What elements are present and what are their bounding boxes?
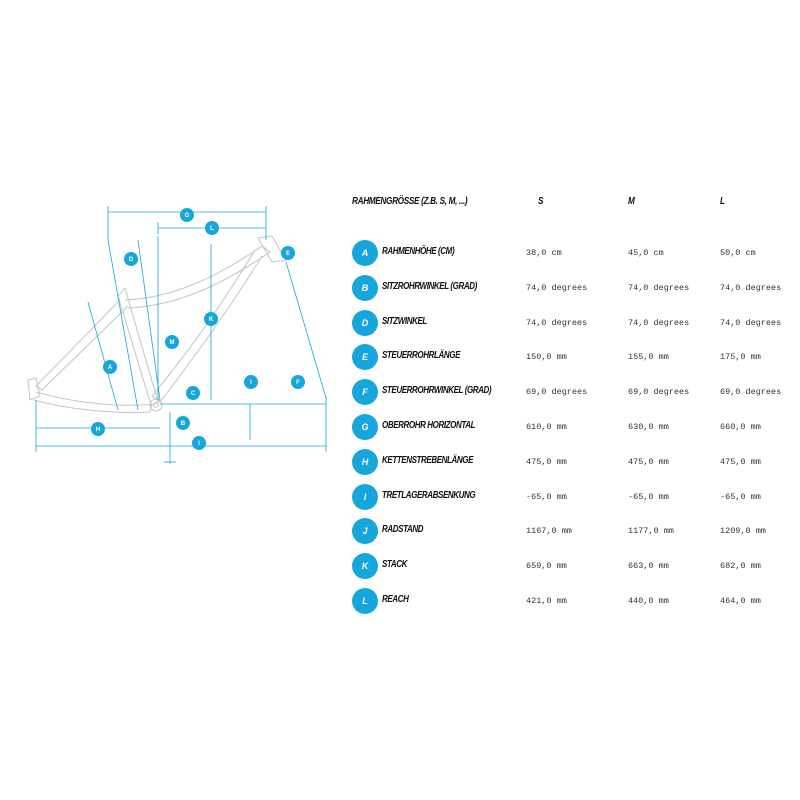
table-header (352, 196, 792, 212)
diagram-marker (176, 416, 190, 430)
diagram-marker (180, 208, 194, 222)
dimension-letter-badge: L (352, 588, 378, 614)
diagram-markers (91, 208, 305, 450)
value-size-s: 475,0 mm (526, 456, 567, 467)
value-size-m: 155,0 mm (628, 352, 669, 363)
dimension-letter-badge: E (352, 344, 378, 370)
diagram-marker-letter: K (208, 317, 214, 323)
value-size-l: 475,0 mm (720, 456, 761, 467)
value-size-m: 45,0 cm (628, 248, 664, 258)
diagram-marker (281, 246, 295, 260)
table-row (352, 344, 792, 370)
table-row (352, 449, 792, 475)
dimension-label: RAHMENHÖHE (CM) (382, 246, 455, 257)
diagram-marker-letter: I (250, 380, 252, 386)
dimension-label: STEUERROHRLÄNGE (382, 350, 461, 362)
value-size-s: 421,0 mm (526, 596, 567, 606)
table-row (352, 379, 792, 405)
dimension-label: SITZROHRWINKEL (GRAD) (382, 280, 477, 292)
dimension-label: SITZWINKEL (382, 315, 427, 327)
value-size-s: 69,0 degrees (526, 387, 588, 398)
dimension-letter-badge: H (352, 449, 378, 475)
diagram-marker-letter: G (184, 213, 190, 219)
dimension-label: STEUERROHRWINKEL (GRAD) (382, 385, 492, 397)
value-size-s: 74,0 degrees (526, 282, 588, 293)
dimension-letter-badge: J (352, 518, 378, 544)
diagram-marker-letter: I (198, 441, 200, 447)
dimension-letter-badge: D (352, 310, 378, 336)
value-size-m: -65,0 mm (628, 491, 669, 502)
value-size-s: 610,0 mm (526, 422, 567, 432)
table-row (352, 518, 792, 544)
geometry-table (352, 196, 792, 606)
value-size-m: 69,0 degrees (628, 387, 690, 398)
dimension-letter-badge: A (352, 240, 378, 266)
value-size-m: 74,0 degrees (628, 317, 690, 328)
value-size-l: 50,0 cm (720, 248, 756, 258)
value-size-m: 440,0 mm (628, 596, 669, 606)
diagram-marker (124, 252, 138, 266)
dimension-letter-badge: B (352, 275, 378, 301)
value-size-l: 74,0 degrees (720, 317, 782, 328)
dimension-letter-badge: I (352, 484, 378, 510)
table-row (352, 275, 792, 301)
diagram-marker-letter: M (169, 340, 175, 346)
diagram-marker (204, 312, 218, 326)
diagram-marker-letter: A (107, 365, 113, 371)
value-size-m: 663,0 mm (628, 561, 669, 572)
table-row (352, 414, 792, 440)
value-size-s: 1167,0 mm (526, 526, 572, 537)
diagram-marker (192, 436, 206, 450)
diagram-marker (91, 422, 105, 436)
diagram-marker (186, 386, 200, 400)
dimension-label: STACK (382, 559, 407, 571)
dimension-label: RADSTAND (382, 524, 424, 536)
dimension-label: REACH (382, 594, 409, 605)
dimension-letter-badge: K (352, 553, 378, 579)
header-size-s: S (538, 196, 544, 207)
value-size-s: 38,0 cm (526, 248, 562, 258)
value-size-l: -65,0 mm (720, 491, 761, 502)
value-size-s: -65,0 mm (526, 491, 567, 502)
table-row (352, 588, 792, 614)
dimension-label: KETTENSTREBENLÄNGE (382, 454, 474, 466)
table-row (352, 240, 792, 266)
value-size-m: 475,0 mm (628, 456, 669, 467)
value-size-l: 1209,0 mm (720, 526, 766, 537)
value-size-m: 630,0 mm (628, 422, 669, 432)
value-size-s: 150,0 mm (526, 352, 567, 363)
diagram-marker-letter: L (210, 226, 214, 232)
diagram-marker-letter: B (180, 421, 186, 427)
value-size-m: 74,0 degrees (628, 282, 690, 293)
value-size-l: 464,0 mm (720, 596, 761, 606)
diagram-marker (291, 375, 305, 389)
diagram-marker-letter: C (190, 391, 196, 397)
value-size-s: 74,0 degrees (526, 317, 588, 328)
value-size-s: 659,0 mm (526, 561, 567, 572)
table-row (352, 484, 792, 510)
dimension-letter-badge: G (352, 414, 378, 440)
frame-geometry-diagram (0, 0, 340, 800)
table-row (352, 310, 792, 336)
table-row (352, 553, 792, 579)
dimension-label: TRETLAGERABSENKUNG (382, 489, 476, 501)
header-size-m: M (628, 196, 635, 207)
diagram-marker (165, 335, 179, 349)
value-size-l: 69,0 degrees (720, 387, 782, 398)
dimension-letter-badge: F (352, 379, 378, 405)
diagram-marker-letter: E (285, 251, 291, 257)
value-size-m: 1177,0 mm (628, 526, 674, 537)
value-size-l: 660,0 mm (720, 422, 761, 432)
header-frame-size-label: RAHMENGRÖSSE (Z.B. S, M, ...) (352, 196, 468, 207)
diagram-marker-letter: H (95, 427, 101, 433)
diagram-marker (244, 375, 258, 389)
diagram-marker-letter: D (128, 257, 134, 263)
value-size-l: 74,0 degrees (720, 282, 782, 293)
diagram-marker (205, 221, 219, 235)
value-size-l: 682,0 mm (720, 561, 761, 572)
diagram-marker (103, 360, 117, 374)
value-size-l: 175,0 mm (720, 352, 761, 363)
header-size-l: L (720, 196, 725, 207)
diagram-marker-letter: F (296, 380, 300, 386)
dimension-label: OBERROHR HORIZONTAL (382, 420, 476, 431)
